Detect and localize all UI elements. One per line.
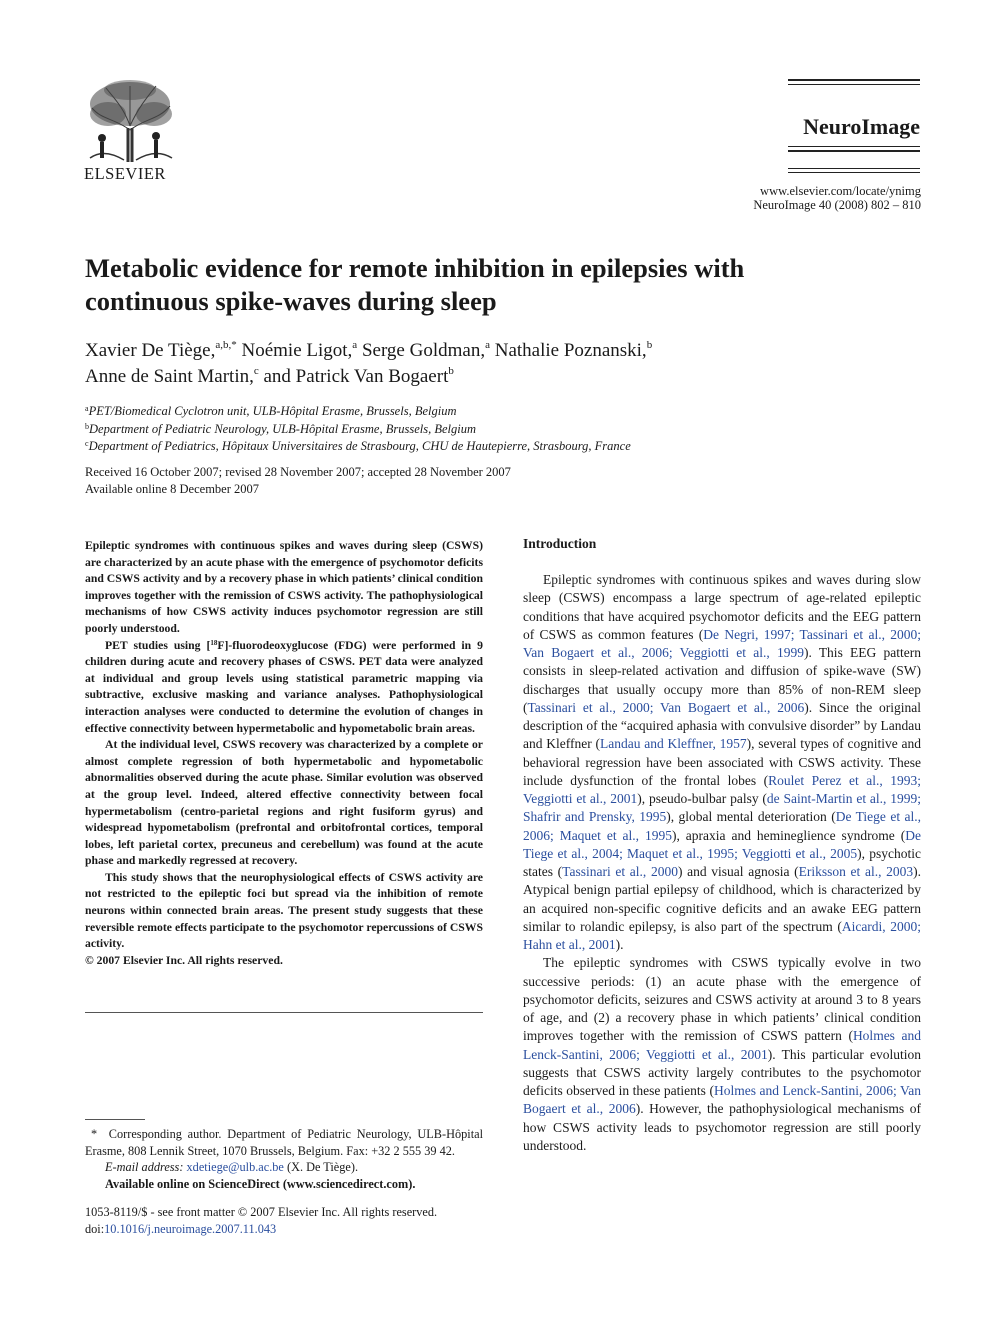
citation-link[interactable]: Aicardi, 2000; Hahn et al., 2001 bbox=[523, 918, 921, 952]
intro-text: ). Atypical benign partial epilepsy of childhood, which is characterized by an acquired non-specific cognitive deficits and an awake EEG pattern similar to rolandic epilepsy, is also part of the spectrum ( bbox=[523, 864, 921, 934]
intro-text: ), pseudo-bulbar palsy ( bbox=[637, 791, 767, 806]
footnotes bbox=[85, 1126, 483, 1192]
corresponding-author-note: * Corresponding author. Department of Pediatric Neurology, ULB-Hôpital Erasme, 808 Lennik Street, 1070 Brussels, Belgium. Fax: +32 2 555 39 42. bbox=[85, 1127, 483, 1158]
introduction-body bbox=[523, 571, 921, 1155]
intro-text: ). This EEG pattern consists in sleep-related activation and diffusion of spike-wave (SW) discharges that usually occupy more than 85% of non-REM sleep ( bbox=[523, 645, 921, 715]
section-heading: Introduction bbox=[523, 536, 597, 551]
journal-citation: NeuroImage 40 (2008) 802 – 810 bbox=[753, 198, 921, 212]
email-note: E-mail address: xdetiege@ulb.ac.be (X. De Tiège). bbox=[105, 1160, 359, 1175]
header-rule bbox=[788, 172, 920, 173]
citation-link[interactable]: Holmes and Lenck-Santini, 2006; Veggiotti et al., 2001 bbox=[523, 1028, 921, 1062]
doi-line: doi:10.1016/j.neuroimage.2007.11.043 bbox=[85, 1221, 277, 1236]
journal-name: NeuroImage bbox=[803, 114, 920, 139]
affiliation: $^a$PET/Biomedical Cyclotron unit, ULB-Hôpital Erasme, Brussels, Belgium bbox=[85, 404, 457, 418]
header-rule bbox=[788, 84, 920, 85]
citation-link[interactable]: de Saint-Martin et al., 1999; Shafrir and Prensky, 1995 bbox=[523, 791, 922, 825]
journal-url[interactable]: www.elsevier.com/locate/ynimg bbox=[760, 184, 921, 198]
doi-link[interactable]: 10.1016/j.neuroimage.2007.11.043 bbox=[104, 1221, 277, 1236]
citation-link[interactable]: De Tiege et al., 2006; Maquet et al., 1995 bbox=[523, 809, 921, 843]
author: Nathalie Poznanski,$^b$ bbox=[494, 339, 653, 361]
intro-paragraph bbox=[523, 571, 921, 954]
issn-line: 1053-8119/$ - see front matter © 2007 Elsevier Inc. All rights reserved. bbox=[85, 1205, 438, 1219]
header-rule bbox=[788, 150, 920, 152]
abstract-paragraph: This study shows that the neurophysiological effects of CSWS activity are not restricted to the epileptic foci but spread via the inhibition of remote neurons within connected brain areas. The present study suggests that these reversible remote effects participate to the psychomotor repercussions of CSWS activity. bbox=[85, 870, 483, 951]
citation-link[interactable]: De Negri, 1997; Tassinari et al., 2000; Van Bogaert et al., 2006; Veggiotti et al., 1999 bbox=[523, 626, 922, 660]
affiliations bbox=[85, 403, 885, 456]
author: Xavier De Tiège,$^{a,b,*}$ bbox=[85, 339, 237, 361]
sciencedirect-note: Available online on ScienceDirect (www.sciencedirect.com). bbox=[105, 1176, 416, 1191]
received-dates: Received 16 October 2007; revised 28 November 2007; accepted 28 November 2007 bbox=[85, 465, 511, 479]
abstract-paragraph: PET studies using [$^{18}$F]-fluorodeoxyglucose (FDG) were performed in 9 children during acute and recovery phases of CSWS. PET data were analyzed at individual and group levels using statistical parametric mapping via subtractive, exclusive masking and variance analyses. Pathophysiological interaction analyses were conducted to determine the evolution of changes in effective connectivity between hypermetabolic and hypometabolic brain areas. bbox=[85, 638, 483, 735]
abstract-paragraph: At the individual level, CSWS recovery was characterized by a complete or almost complete regression of both hypermetabolic and hypometabolic abnormalities observed during the acute phase. Similar evolution was observed at the group level. Indeed, altered effective connectivity between focal hypermetabolism (centro-parietal regions and right fusiform gyrus) and widespread hypometabolism (prefrontal and orbitofrontal cortices, temporal lobes, left parietal cortex, precuneus and cerebellum) was found at the acute phase and markedly regressed at recovery. bbox=[85, 738, 483, 868]
header-rule bbox=[788, 79, 920, 81]
intro-text: ) and visual agnosia ( bbox=[677, 864, 799, 879]
publisher-wordmark: ELSEVIER bbox=[84, 164, 166, 183]
citation-link[interactable]: Tassinari et al., 2000 bbox=[562, 864, 678, 879]
intro-text: ), apraxia and hemineglience syndrome ( bbox=[672, 827, 906, 843]
intro-text: ). However, the pathophysiological mechanisms of how CSWS activity leads to psychomotor regression are still poorly understood. bbox=[523, 1101, 921, 1153]
intro-text: ). bbox=[615, 937, 624, 952]
header-rule bbox=[788, 168, 920, 169]
citation-link[interactable]: Landau and Kleffner, 1957 bbox=[600, 736, 747, 752]
available-online-date: Available online 8 December 2007 bbox=[85, 482, 260, 496]
intro-text: Epileptic syndromes with continuous spikes and waves during slow sleep (CSWS) encompass a large spectrum of age-related epileptic conditions that have acquired psychomotor deficits and the EEG pattern of CSWS as common features ( bbox=[523, 572, 921, 642]
article-title: Metabolic evidence for remote inhibition in epilepsies with continuous spike-waves during sleep bbox=[85, 253, 745, 316]
author: Anne de Saint Martin,$^c$ bbox=[85, 365, 259, 387]
intro-text: ), global mental deterioration ( bbox=[666, 809, 836, 825]
author-list bbox=[85, 338, 845, 390]
abstract bbox=[85, 538, 483, 969]
author: Serge Goldman,$^a$ bbox=[361, 339, 490, 361]
abstract-divider bbox=[85, 1012, 483, 1013]
intro-text: ). This particular evolution suggests that CSWS activity largely contributes to the psychomotor deficits observed in these patients ( bbox=[523, 1046, 922, 1098]
intro-text: ), psychotic states ( bbox=[523, 845, 921, 879]
citation-link[interactable]: De Tiege et al., 2004; Maquet et al., 1995; Veggiotti et al., 2005 bbox=[523, 827, 921, 861]
article-dates bbox=[85, 464, 885, 498]
citation-link[interactable]: Roulet Perez et al., 1993; Veggiotti et al., 2001 bbox=[523, 772, 921, 806]
affiliation: $^c$Department of Pediatrics, Hôpitaux Universitaires de Strasbourg, CHU de Hautepierre, Strasbourg, France bbox=[85, 439, 631, 453]
author: and Patrick Van Bogaert$^b$ bbox=[263, 365, 454, 387]
abstract-paragraph: Epileptic syndromes with continuous spikes and waves during sleep (CSWS) are characterized by an acute phase with the emergence of psychomotor deficits and CSWS activity and by a recovery phase in which patients’ clinical condition improves together with the remission of CSWS activity. The pathophysiological mechanisms of how CSWS activity induces psychomotor regression are still poorly understood. bbox=[85, 539, 483, 635]
intro-text: ). Since the original description of the “acquired aphasia with convulsive disorder” by Landau and Kleffner ( bbox=[523, 699, 921, 752]
affiliation: $^b$Department of Pediatric Neurology, ULB-Hôpital Erasme, Brussels, Belgium bbox=[85, 421, 476, 436]
author: Noémie Ligot,$^a$ bbox=[241, 339, 358, 361]
citation-link[interactable]: Tassinari et al., 2000; Van Bogaert et al., 2006 bbox=[527, 699, 805, 715]
citation-link[interactable]: Holmes and Lenck-Santini, 2006; Van Bogaert et al., 2006 bbox=[523, 1083, 921, 1117]
abstract-copyright: © 2007 Elsevier Inc. All rights reserved. bbox=[85, 953, 283, 967]
citation-link[interactable]: Eriksson et al., 2003 bbox=[798, 864, 914, 879]
intro-text: ), several types of cognitive and behavioral regression have been associated with CSWS activity. These include dysfunction of the frontal lobes ( bbox=[523, 736, 921, 788]
header-rule bbox=[788, 146, 920, 147]
intro-text: The epileptic syndromes with CSWS typically evolve in two successive periods: (1) an acute phase with the emergence of psychomotor deficits, seizures and CSWS activity at around 3 to 8 years of age, and (2) a recovery phase in which patients’ clinical condition improves together with the remission of CSWS pattern ( bbox=[523, 955, 921, 1044]
email-link[interactable]: xdetiege@ulb.ac.be bbox=[186, 1160, 284, 1175]
issn-block bbox=[85, 1204, 483, 1237]
intro-paragraph bbox=[523, 954, 921, 1155]
footnote-divider bbox=[85, 1119, 145, 1120]
